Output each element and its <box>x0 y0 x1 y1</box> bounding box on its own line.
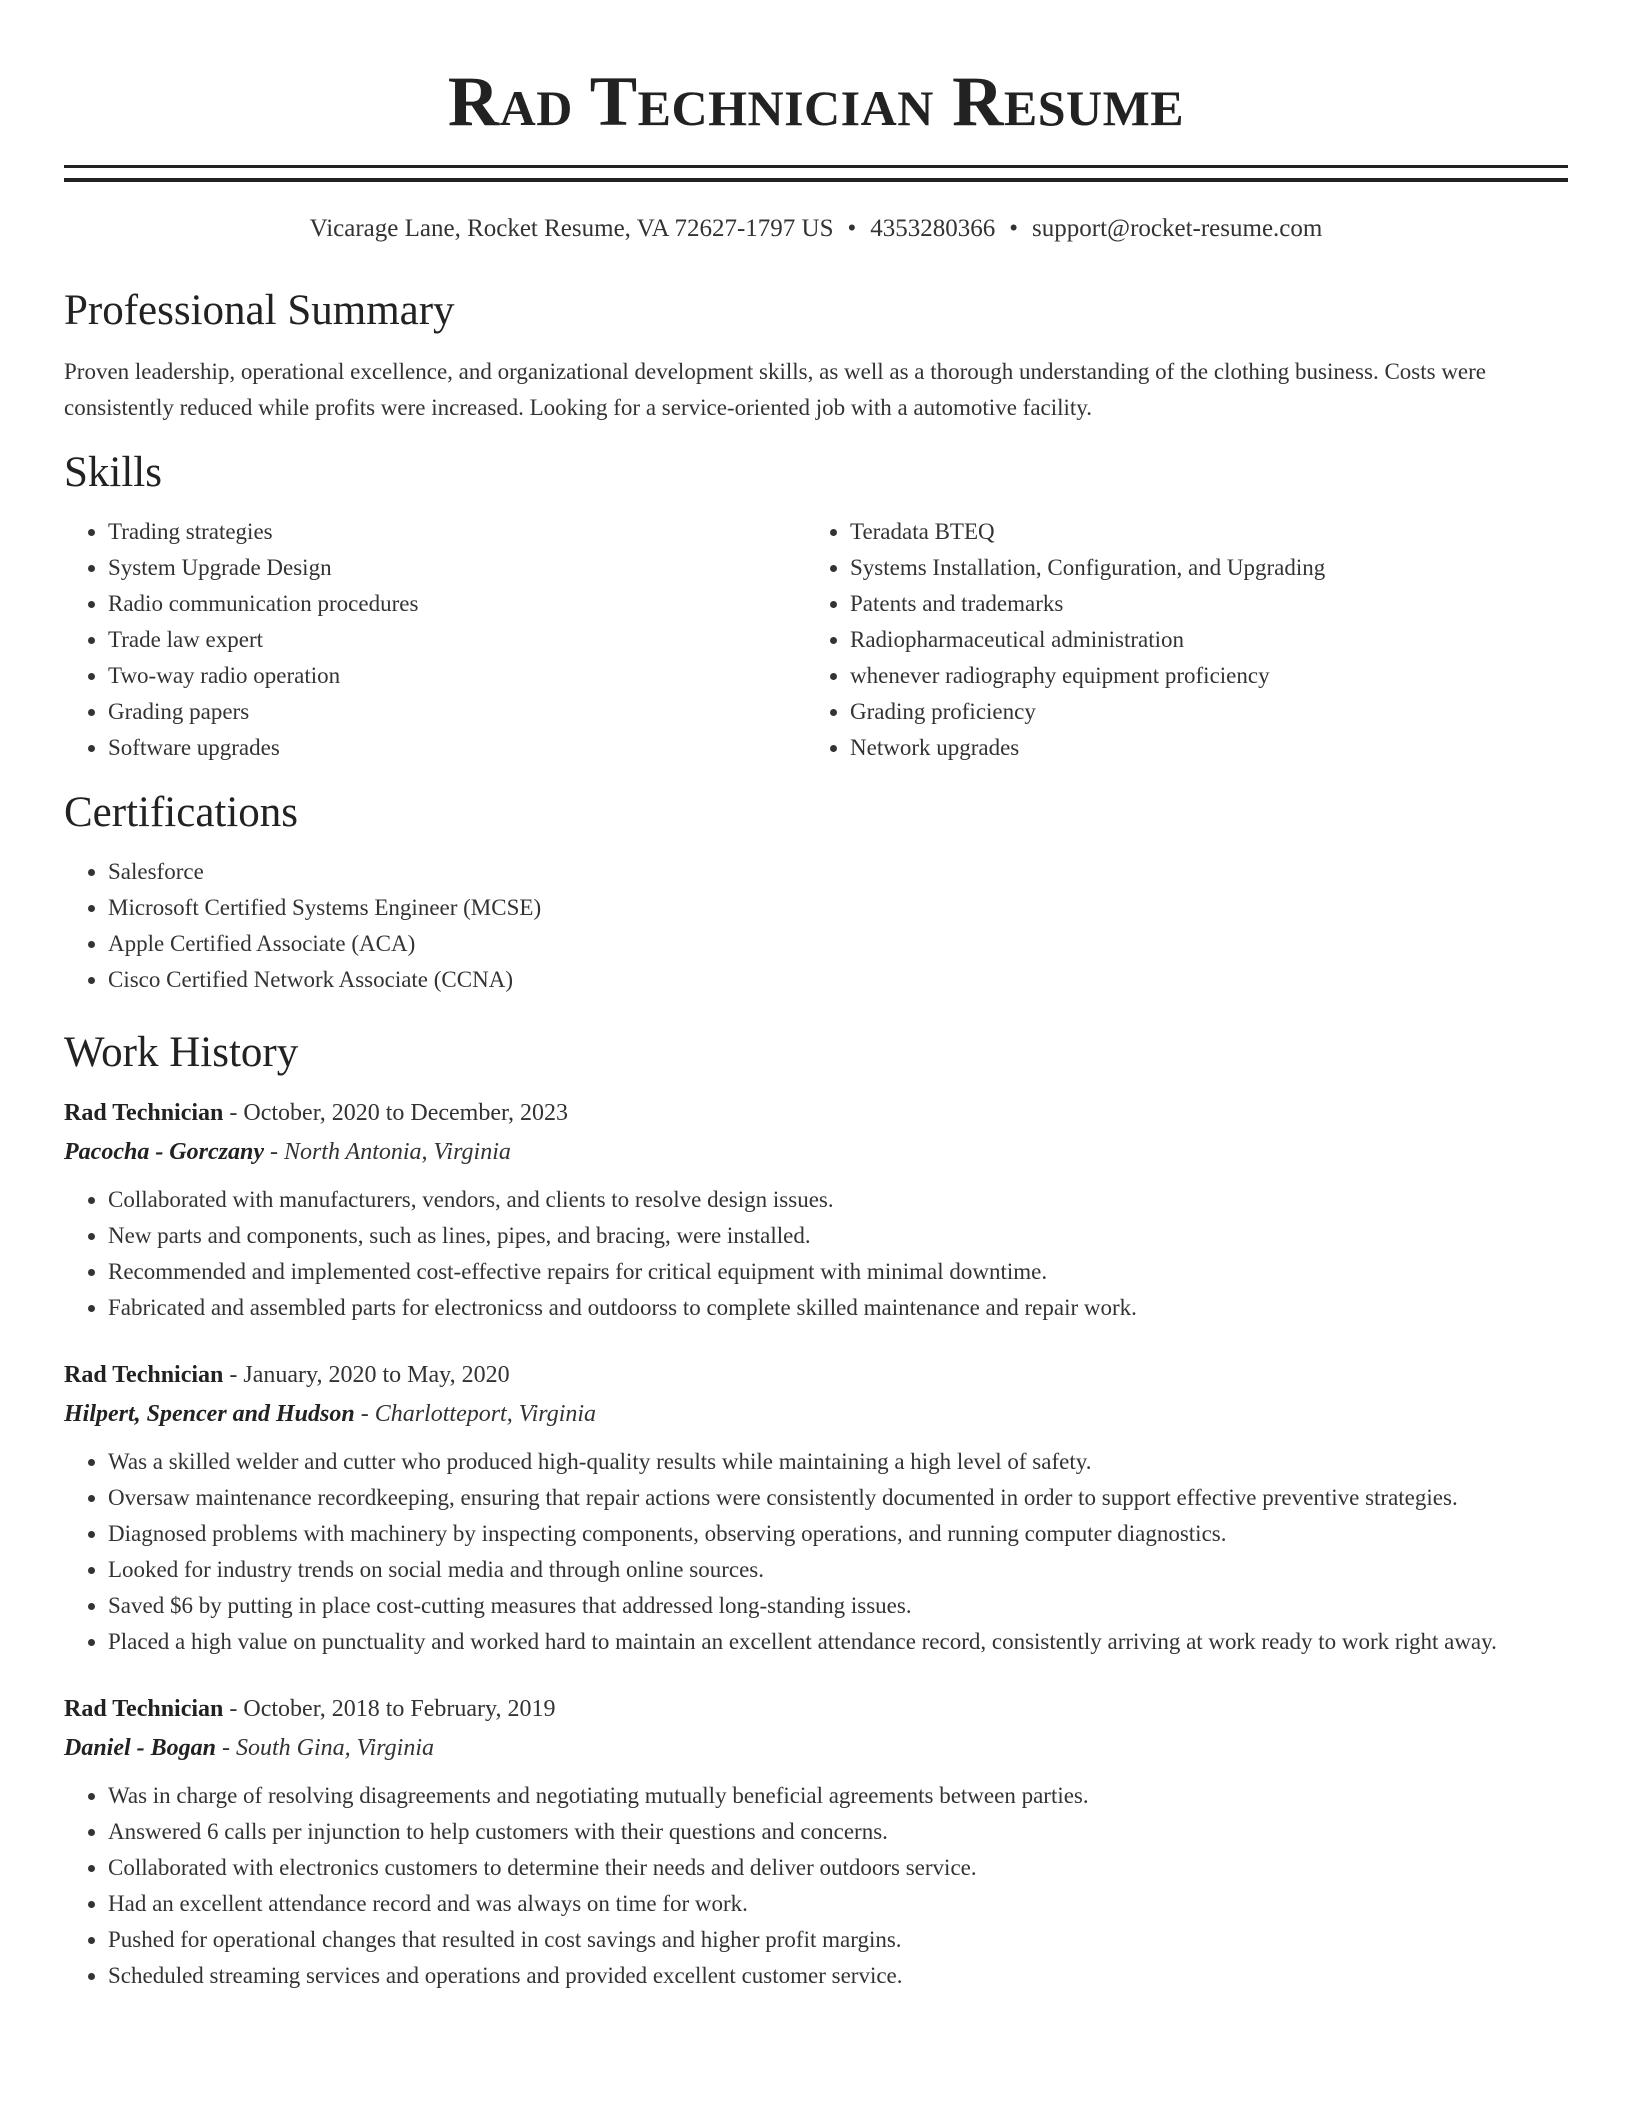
skill-item: • Network upgrades <box>850 730 1548 766</box>
skill-item: • Patents and trademarks <box>850 586 1548 622</box>
job-bullet: • Had an excellent attendance record and was always on time for work. <box>108 1886 1568 1922</box>
job-location: - North Antonia, Virginia <box>263 1139 511 1165</box>
job-bullet: • Placed a high value on punctuality and worked hard to maintain an excellent attendance record, consistently arriving at work ready to work right away. <box>108 1624 1568 1660</box>
certifications-list <box>64 854 1568 998</box>
job-bullet: • Diagnosed problems with machinery by inspecting components, observing operations, and running computer diagnostics. <box>108 1516 1568 1552</box>
skills-list-left <box>64 514 806 766</box>
job-bullet: • New parts and components, such as lines, pipes, and bracing, were installed. <box>108 1218 1568 1254</box>
job-company: Daniel - Bogan <box>64 1735 217 1761</box>
resume-title: Rad Technician Resume <box>447 63 1185 141</box>
job-company: Hilpert, Spencer and Hudson <box>64 1401 355 1427</box>
skills-list-right <box>806 514 1548 766</box>
resume-document <box>64 0 1568 1994</box>
summary-heading: Professional Summary <box>64 287 455 334</box>
certification-item: • Cisco Certified Network Associate (CCNA) <box>108 962 1568 998</box>
certification-item: • Salesforce <box>108 854 1568 890</box>
job-bullet: • Collaborated with manufacturers, vendors, and clients to resolve design issues. <box>108 1182 1568 1218</box>
job-dates: - January, 2020 to May, 2020 <box>223 1362 510 1388</box>
job-employer <box>64 1133 1568 1172</box>
job-bullet: • Scheduled streaming services and operations and provided excellent customer service. <box>108 1958 1568 1994</box>
job-company: Pacocha - Gorczany <box>64 1139 264 1165</box>
job-bullet: • Was in charge of resolving disagreements and negotiating mutually beneficial agreements between parties. <box>108 1778 1568 1814</box>
skill-item: • System Upgrade Design <box>108 550 806 586</box>
skill-item: • Teradata BTEQ <box>850 514 1548 550</box>
job-bullet: • Recommended and implemented cost-effective repairs for critical equipment with minimal downtime. <box>108 1254 1568 1290</box>
skills-column-right <box>806 514 1548 766</box>
skill-item: • Systems Installation, Configuration, and Upgrading <box>850 550 1548 586</box>
job-bullet: • Saved $6 by putting in place cost-cutting measures that addressed long-standing issues. <box>108 1588 1568 1624</box>
job-bullets <box>64 1778 1568 1994</box>
summary-text: Proven leadership, operational excellence, and organizational development skills, as well as a thorough understanding of the clothing business. Costs were consistently reduced while profits were increased. Looking for a service-oriented job with a automotive facility. <box>64 359 1487 420</box>
skill-item: • Grading proficiency <box>850 694 1548 730</box>
job-header <box>64 1094 1568 1133</box>
job-header <box>64 1356 1568 1395</box>
job-header <box>64 1690 1568 1729</box>
job-entry <box>64 1356 1568 1660</box>
contact-separator: • <box>847 215 857 242</box>
job-bullets <box>64 1444 1568 1660</box>
skill-item: • Grading papers <box>108 694 806 730</box>
skill-item: • Software upgrades <box>108 730 806 766</box>
skills-heading: Skills <box>64 449 162 496</box>
job-title: Rad Technician <box>64 1100 224 1126</box>
contact-line <box>64 214 1568 244</box>
skills-column-left <box>64 514 806 766</box>
skill-item: • Radio communication procedures <box>108 586 806 622</box>
contact-email[interactable]: support@rocket-resume.com <box>1032 215 1323 242</box>
contact-separator: • <box>1009 215 1019 242</box>
job-title: Rad Technician <box>64 1696 224 1722</box>
contact-phone: 4353280366 <box>870 215 996 242</box>
skill-item: • Trading strategies <box>108 514 806 550</box>
job-bullet: • Pushed for operational changes that resulted in cost savings and higher profit margins. <box>108 1922 1568 1958</box>
skill-item: • whenever radiography equipment proficiency <box>850 658 1548 694</box>
contact-address: Vicarage Lane, Rocket Resume, VA 72627-1797 US <box>309 215 834 242</box>
job-dates: - October, 2018 to February, 2019 <box>223 1696 556 1722</box>
skills-columns <box>64 514 1568 766</box>
job-employer <box>64 1729 1568 1768</box>
certification-item: • Apple Certified Associate (ACA) <box>108 926 1568 962</box>
job-location: - Charlotteport, Virginia <box>354 1401 597 1427</box>
certification-item: • Microsoft Certified Systems Engineer (MCSE) <box>108 890 1568 926</box>
job-bullet: • Was a skilled welder and cutter who produced high-quality results while maintaining a high level of safety. <box>108 1444 1568 1480</box>
certifications-heading: Certifications <box>64 789 299 836</box>
job-entry <box>64 1690 1568 1994</box>
title-rule-bottom <box>64 178 1568 182</box>
job-entry <box>64 1094 1568 1326</box>
skill-item: • Two-way radio operation <box>108 658 806 694</box>
job-bullet: • Oversaw maintenance recordkeeping, ensuring that repair actions were consistently documented in order to support effective preventive strategies. <box>108 1480 1568 1516</box>
job-bullet: • Fabricated and assembled parts for electronicss and outdoorss to complete skilled maintenance and repair work. <box>108 1290 1568 1326</box>
job-bullets <box>64 1182 1568 1326</box>
job-bullet: • Answered 6 calls per injunction to help customers with their questions and concerns. <box>108 1814 1568 1850</box>
skill-item: • Radiopharmaceutical administration <box>850 622 1548 658</box>
job-title: Rad Technician <box>64 1362 224 1388</box>
job-dates: - October, 2020 to December, 2023 <box>223 1100 569 1126</box>
job-employer <box>64 1395 1568 1434</box>
job-bullet: • Looked for industry trends on social media and through online sources. <box>108 1552 1568 1588</box>
job-location: - South Gina, Virginia <box>216 1735 435 1761</box>
skill-item: • Trade law expert <box>108 622 806 658</box>
title-rule-top <box>64 165 1568 172</box>
work-history-heading: Work History <box>64 1029 299 1076</box>
job-bullet: • Collaborated with electronics customers to determine their needs and deliver outdoors service. <box>108 1850 1568 1886</box>
